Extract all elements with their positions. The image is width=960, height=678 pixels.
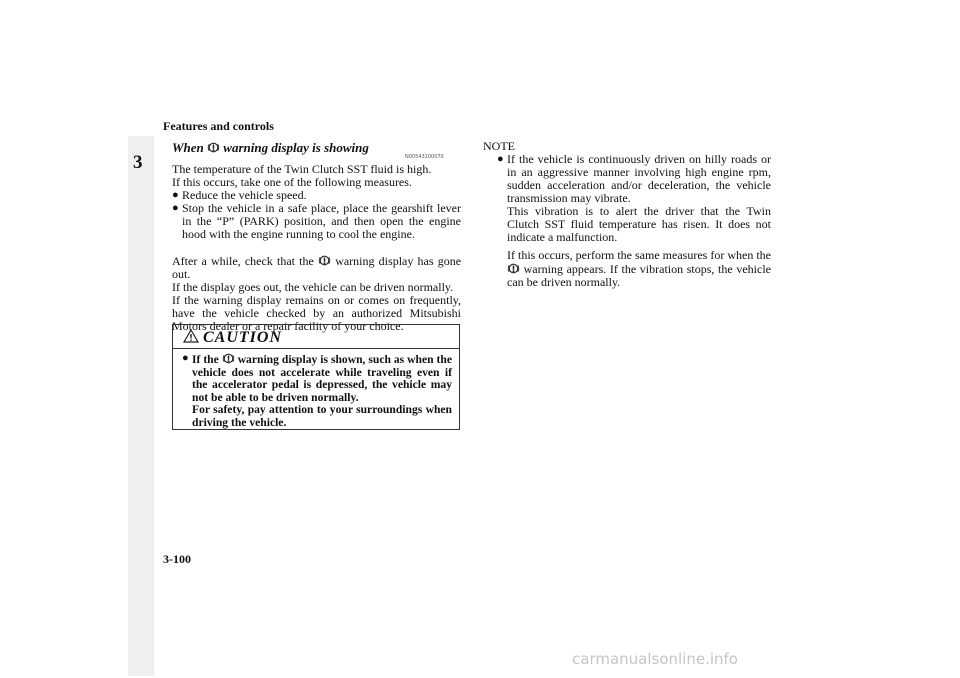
after-line: If the warning display remains on or comes on frequently, have the vehicle checked by an authorized Mitsubishi Motors dealer or a repair facility of your choice. [172, 293, 461, 333]
caution-header [183, 329, 282, 349]
after-line [172, 254, 461, 281]
transmission-temperature-icon [507, 262, 520, 275]
section-code: N00543100070 [405, 154, 444, 160]
caution-item [182, 352, 452, 429]
caution-post: warning display is shown, such as when the vehicle does not accelerate while traveling even if the accelerator pedal is depressed, the vehicle may not be able to be driven normally. [192, 353, 452, 404]
note-section [483, 139, 771, 289]
caution-box [172, 324, 460, 430]
transmission-temperature-icon [318, 254, 331, 267]
caution-divider [173, 348, 459, 349]
page-heading [172, 140, 369, 156]
chapter-tab [128, 136, 154, 676]
caution-triangle-icon [183, 329, 199, 343]
note-post: warning appears. If the vibration stops, the vehicle can be driven normally. [507, 262, 771, 289]
note-text: ● If the vehicle is continuously driven on hilly roads or in an aggressive manner involving high engine rpm, sudden acceleration and/or deceleration, the vehicle transmission may vibrate. [507, 152, 771, 205]
page-number: 3-100 [163, 552, 191, 566]
heading-post: warning display is showing [223, 140, 369, 155]
heading-pre: When [172, 140, 204, 155]
after-pre: After a while, check that the [172, 254, 314, 268]
chapter-number: 3 [133, 152, 143, 173]
caution-title: CAUTION [203, 329, 283, 346]
caution-body [182, 352, 452, 429]
note-item [497, 153, 771, 289]
transmission-temperature-icon [207, 141, 220, 154]
watermark: carmanualsonline.info [572, 650, 738, 668]
transmission-temperature-icon [222, 352, 235, 365]
note-label: NOTE [483, 139, 515, 153]
after-post: warning display has gone out. [172, 254, 462, 281]
list-item: ● Reduce the vehicle speed. [172, 189, 461, 202]
caution-line2: For safety, pay attention to your surroundings when driving the vehicle. [192, 403, 452, 429]
main-column [172, 163, 461, 333]
after-line: If the display goes out, the vehicle can be driven normally. [172, 280, 454, 294]
list-item: ● Stop the vehicle in a safe place, place the gearshift lever in the “P” (PARK) position, and then open the engine hood with the engine running to cool the engine. [172, 202, 461, 241]
note-text: This vibration is to alert the driver that the Twin Clutch SST fluid temperature has risen. It does not indicate a malfunction. [507, 204, 771, 244]
note-text [507, 249, 771, 289]
note-pre: If this occurs, perform the same measures for when the [507, 248, 771, 262]
caution-pre: If the [192, 353, 219, 366]
intro-line: The temperature of the Twin Clutch SST fluid is high. [172, 162, 432, 176]
intro-line: If this occurs, take one of the following measures. [172, 175, 412, 189]
section-title: Features and controls [163, 119, 274, 133]
